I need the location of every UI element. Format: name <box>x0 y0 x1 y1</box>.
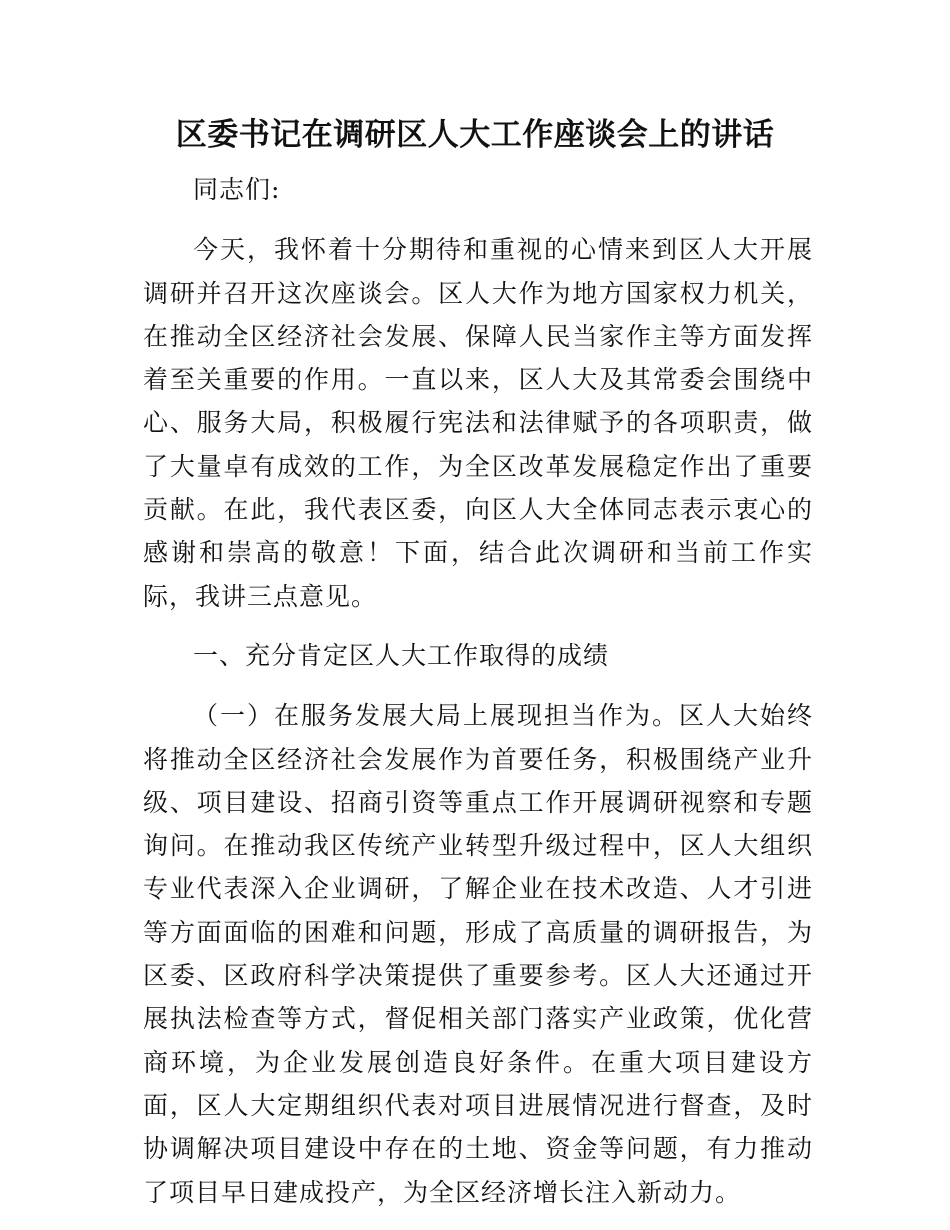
subsection-paragraph: （一）在服务发展大局上展现担当作为。区人大始终将推动全区经济社会发展作为首要任务，积极围绕产业升级、项目建设、招商引资等重点工作开展调研视察和专题询问。在推动我区传统产业转型升级过程中，区人大组织专业代表深入企业调研，了解企业在技术改造、人才引进等方面面临的困难和问题，形成了高质量的调研报告，为区委、区政府科学决策提供了重要参考。区人大还通过开展执法检查等方式，督促相关部门落实产业政策，优化营商环境，为企业发展创造良好条件。在重大项目建设方面，区人大定期组织代表对项目进展情况进行督查，及时协调解决项目建设中存在的土地、资金等问题，有力推动了项目早日建成投产，为全区经济增长注入新动力。 <box>143 701 813 1207</box>
salutation: 同志们: <box>193 175 281 204</box>
document-body <box>143 168 813 1214</box>
document-title: 区委书记在调研区人大工作座谈会上的讲话 <box>175 117 775 153</box>
intro-paragraph: 今天，我怀着十分期待和重视的心情来到区人大开展调研并召开这次座谈会。区人大作为地方国家权力机关，在推动全区经济社会发展、保障人民当家作主等方面发挥着至关重要的作用。一直以来，区人大及其常委会围绕中心、服务大局，积极履行宪法和法律赋予的各项职责，做了大量卓有成效的工作，为全区改革发展稳定作出了重要贡献。在此，我代表区委，向区人大全体同志表示衷心的感谢和崇高的敬意！下面，结合此次调研和当前工作实际，我讲三点意见。 <box>143 235 813 611</box>
section-heading: 一、充分肯定区人大工作取得的成绩 <box>193 640 610 670</box>
